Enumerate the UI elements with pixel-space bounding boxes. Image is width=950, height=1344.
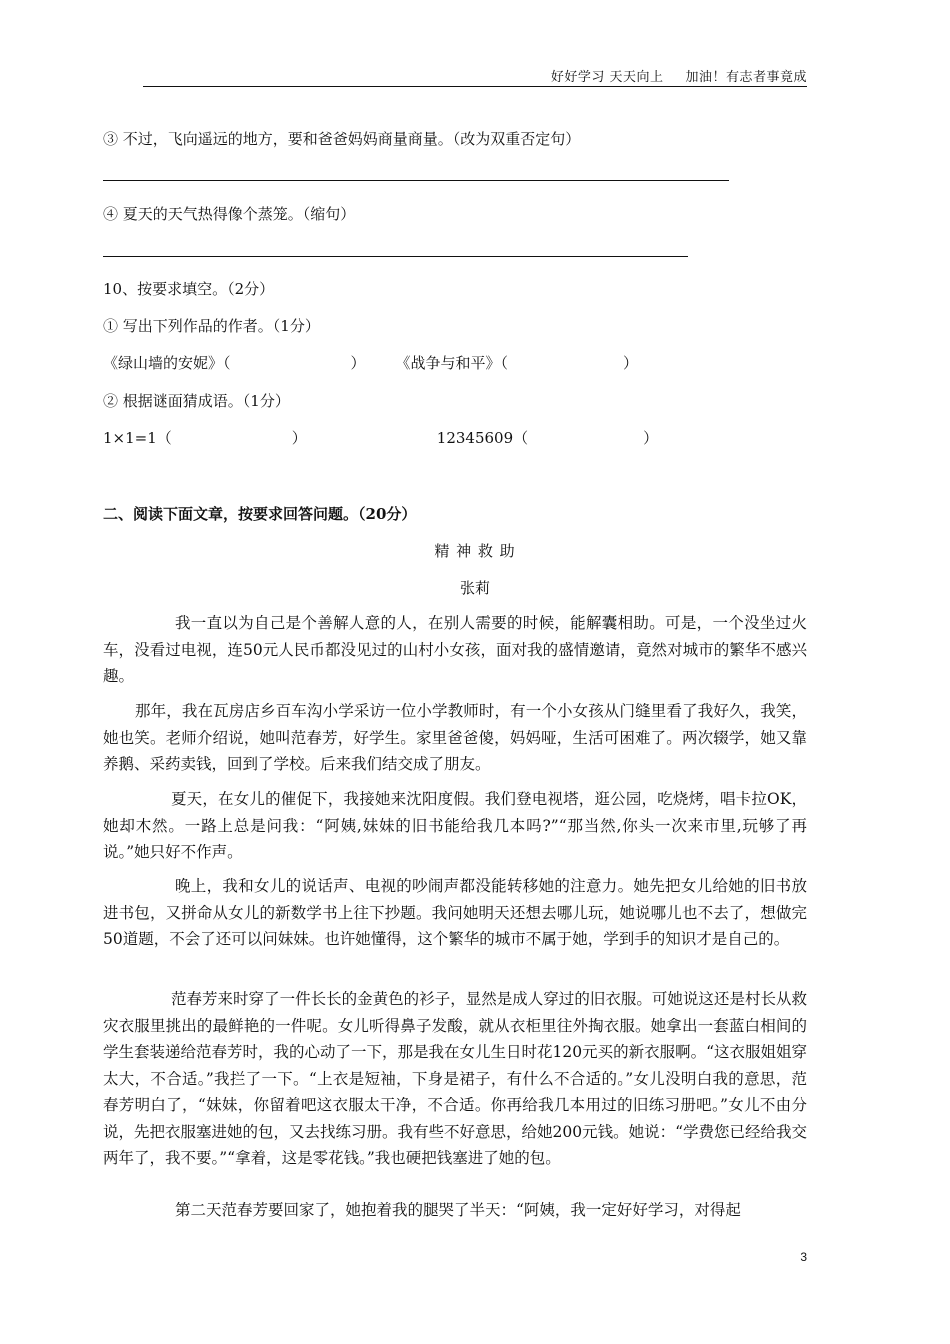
- article-title: 精 神 救 助: [434, 542, 516, 560]
- answer-line-9-3[interactable]: [103, 180, 729, 181]
- header-motto-1: 好好学习 天天向上: [550, 70, 664, 85]
- article-paragraph: 那年，我在瓦房店乡百车沟小学采访一位小学教师时，有一个小女孩从门缝里看了我好久，我笑，她也笑。老师介绍说，她叫范春芳，好学生。家里爸爸傻，妈妈哑，生活可困难了。两次辍学，她又靠养鹅、采药卖钱，回到了学校。后来我们结交成了朋友。: [103, 702, 807, 773]
- article-paragraph: 我一直以为自己是个善解人意的人，在别人需要的时候，能解囊相助。可是，一个没坐过火车，没看过电视，连50元人民币都没见过的山村小女孩，面对我的盛情邀请，竟然对城市的繁华不感兴趣。: [103, 614, 807, 685]
- close-paren: ）: [291, 429, 307, 447]
- article-paragraph: 晚上，我和女儿的说话声、电视的吵闹声都没能转移她的注意力。她先把女儿给她的旧书放进书包，又拼命从女儿的新数学书上往下抄题。我问她明天还想去哪儿玩，她说哪儿也不去了，想做完50道题，不会了还可以问妹妹。也许她懂得，这个繁华的城市不属于她，学到手的知识才是自己的。: [103, 877, 807, 948]
- article-paragraph: 第二天范春芳要回家了，她抱着我的腿哭了半天：“阿姨，我一定好好学习，对得起: [175, 1201, 741, 1219]
- question-9-4: ④ 夏天的天气热得像个蒸笼。（缩句）: [103, 205, 356, 223]
- question-10-title: 10、按要求填空。（2分）: [103, 280, 275, 298]
- page-header: [143, 66, 807, 85]
- section-2-title: 二、阅读下面文章，按要求回答问题。（20分）: [103, 505, 417, 523]
- author-fill-row: [103, 352, 638, 373]
- article-paragraph: 范春芳来时穿了一件长长的金黄色的衫子，显然是成人穿过的旧衣服。可她说这还是村长从救灾衣服里挑出的最鲜艳的一件呢。女儿听得鼻子发酸，就从衣柜里往外掏衣服。她拿出一套蓝白相间的学生套装递给范春芳时，我的心动了一下，那是我在女儿生日时花120元买的新衣服啊。“这衣服姐姐穿太大，不合适。”我拦了一下。“上衣是短袖，下身是裙子，有什么不合适的。”女儿没明白我的意思，范春芳明白了，“妹妹，你留着吧这衣服太干净，不合适。你再给我几本用过的旧练习册吧。”女儿不由分说，先把衣服塞进她的包，又去找练习册。我有些不好意思，给她200元钱。她说：“学费您已经给我交两年了，我不要。”“拿着，这是零花钱。”我也硬把钱塞进了她的包。: [103, 990, 808, 1167]
- close-paren: ）: [350, 354, 366, 372]
- article-author: 张莉: [459, 579, 490, 597]
- close-paren: ）: [643, 429, 659, 447]
- header-rule: [143, 86, 807, 87]
- question-9-3: ③ 不过，飞向遥远的地方，要和爸爸妈妈商量商量。（改为双重否定句）: [103, 130, 581, 148]
- riddle-2: 12345609（: [436, 429, 529, 447]
- book-war-peace: 《战争与和平》（: [395, 354, 509, 372]
- close-paren: ）: [623, 354, 639, 372]
- idiom-fill-row: [103, 427, 658, 448]
- article-paragraph: 夏天，在女儿的催促下，我接她来沈阳度假。我们登电视塔，逛公园，吃烧烤，唱卡拉OK，她却木然。一路上总是问我：“阿姨,妹妹的旧书能给我几本吗?”“那当然,你头一次来市里,玩够了再说。”她只好不作声。: [103, 790, 807, 861]
- riddle-1: 1×1=1（: [103, 429, 172, 447]
- book-anne: 《绿山墙的安妮》（: [103, 354, 231, 372]
- answer-line-9-4[interactable]: [103, 256, 688, 257]
- page-number: 3: [800, 1250, 807, 1264]
- header-motto-2: 加油！有志者事竟成: [685, 70, 807, 85]
- question-10-2: ② 根据谜面猜成语。（1分）: [103, 392, 290, 410]
- question-10-1: ① 写出下列作品的作者。（1分）: [103, 317, 320, 335]
